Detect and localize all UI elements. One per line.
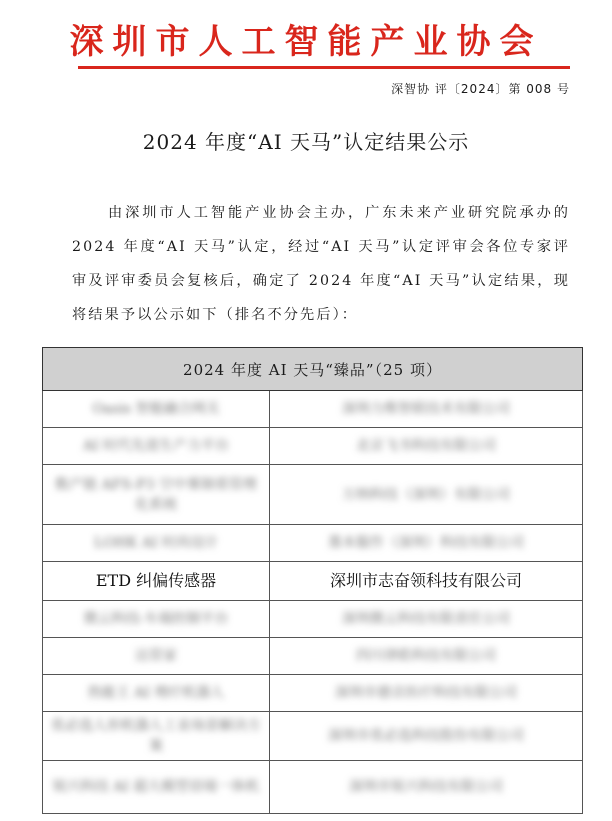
company-cell: 深圳市锐兴科技有限公司 — [270, 761, 583, 814]
product-cell: 达管家 — [43, 638, 270, 675]
announcement-title: 2024 年度“AI 天马”认定结果公示 — [142, 130, 470, 154]
table-header: 2024 年度 AI 天马“臻品”（25 项） — [43, 348, 583, 391]
table-row — [43, 465, 583, 525]
table-row — [43, 675, 583, 712]
table-row — [43, 638, 583, 675]
table-row-highlighted — [43, 562, 583, 601]
table-header-row — [43, 348, 583, 391]
company-cell: 深圳微云科技有限责任公司 — [270, 601, 583, 638]
company-cell: 四川律皓科技有限公司 — [270, 638, 583, 675]
product-cell: 数产链 AFS-P3 空中雾制看管理化系统 — [43, 465, 270, 525]
red-divider-line — [78, 66, 570, 69]
table-row — [43, 391, 583, 428]
table-row — [43, 761, 583, 814]
table-row — [43, 525, 583, 562]
product-cell: Oasis 智能融合网关 — [43, 391, 270, 428]
announcement-body: 由深圳市人工智能产业协会主办，广东未来产业研究院承办的 2024 年度“AI 天马”认定，经过“AI 天马”认定评审会各位专家评审及评审委员会复核后，确定了 2024 年度“AI 天马”认定结果，现将结果予以公示如下（排名不分先后）： — [72, 205, 570, 323]
product-cell: LOHK AI 时尚设计 — [43, 525, 270, 562]
table-row — [43, 712, 583, 761]
company-cell: 万纳科技（深圳）有限公司 — [270, 465, 583, 525]
association-name: 深圳市人工智能产业协会 — [69, 22, 543, 62]
product-cell: ETD 纠偏传感器 — [43, 562, 270, 601]
product-cell: 微云科技-车端控制平台 — [43, 601, 270, 638]
table-row — [43, 428, 583, 465]
table-row — [43, 601, 583, 638]
product-cell: AI 时代先进生产力平台 — [43, 428, 270, 465]
product-cell: 锐兴科技 AI 超大模型语境一体机 — [43, 761, 270, 814]
product-cell: 优必选人形机器人工业场景解决方案 — [43, 712, 270, 761]
company-cell: 深圳市优必选科技股份有限公司 — [270, 712, 583, 761]
company-cell: 北京飞书科技有限公司 — [270, 428, 583, 465]
document-number: 深智协 评〔2024〕第 008 号 — [391, 82, 570, 96]
product-cell: 热能王 AI 理疗机器人 — [43, 675, 270, 712]
results-table — [42, 347, 583, 814]
company-cell: 深圳力维智联技术有限公司 — [270, 391, 583, 428]
company-cell: 深圳市志奋领科技有限公司 — [270, 562, 583, 601]
company-cell: 深圳市德音医疗科技有限公司 — [270, 675, 583, 712]
company-cell: 墨本服作（深圳）科技有限公司 — [270, 525, 583, 562]
